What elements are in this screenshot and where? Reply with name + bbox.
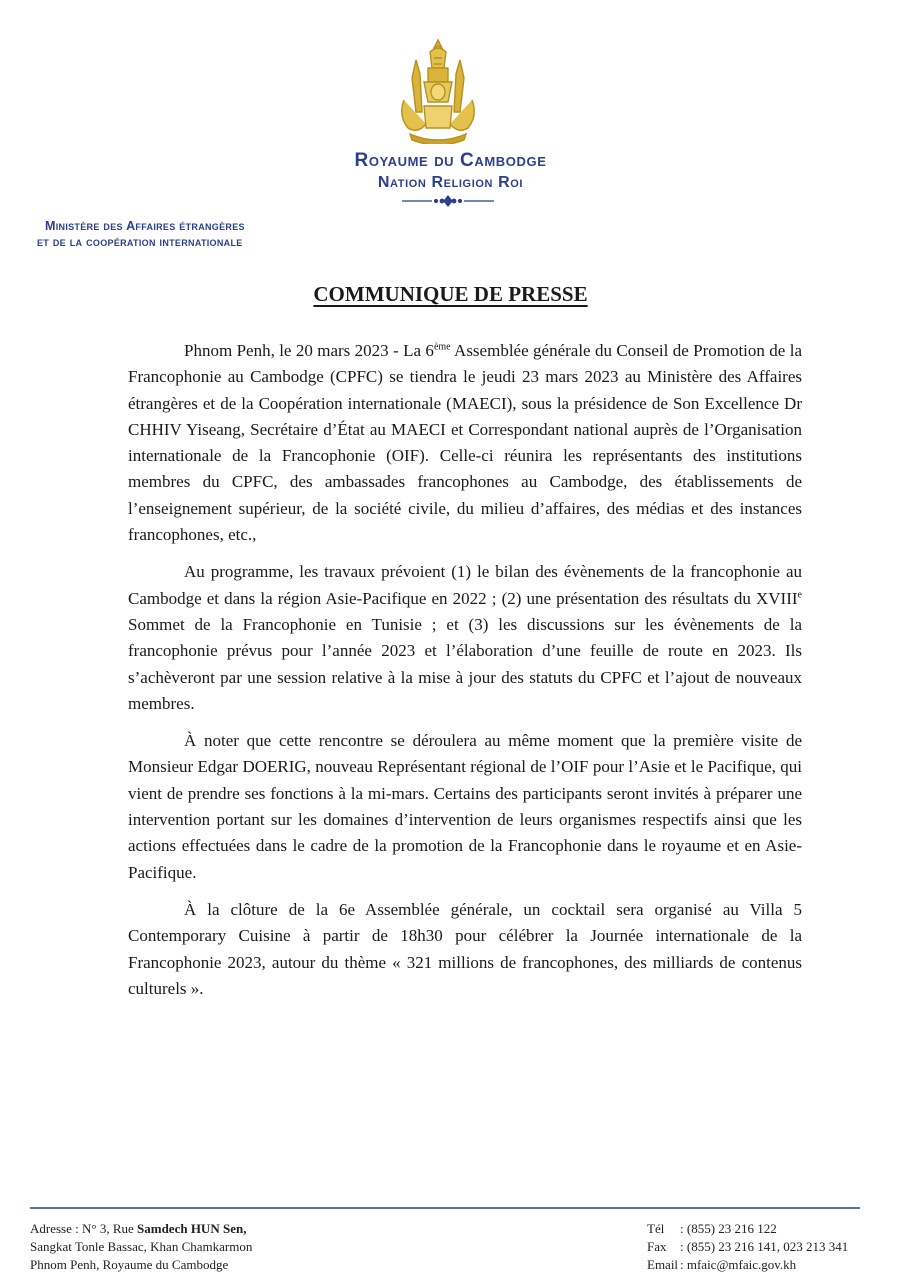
document-title: COMMUNIQUE DE PRESSE [313,282,588,306]
address-line-3: Phnom Penh, Royaume du Cambodge [30,1257,229,1272]
paragraph-2 [128,559,802,717]
footer-divider [30,1207,860,1209]
paragraph-1-text-a: Phnom Penh, le 20 mars 2023 - La 6 [184,341,434,360]
ornament-divider-icon [402,195,494,207]
royal-emblem-icon [390,38,486,144]
ministry-name-line1: Ministère des Affaires étrangères [45,219,245,233]
address-line-2: Sangkat Tonle Bassac, Khan Chamkarmon [30,1239,253,1254]
address-street: Samdech HUN Sen, [137,1221,247,1236]
email-value: : mfaic@mfaic.gov.kh [680,1257,797,1272]
tel-label: Tél [647,1221,665,1236]
paragraph-1 [128,338,802,548]
tel-value: : (855) 23 216 122 [680,1221,777,1236]
press-release-body [128,338,802,1013]
contact-email [647,1256,848,1274]
paragraph-2-text-a: Au programme, les travaux prévoient (1) le bilan des évènements de la francophonie au Cambodge et dans la région Asie-Pacifique en 2022 ; (2) une présentation des résultats du XVIII [128,562,802,608]
address-prefix: Adresse : N° 3, Rue [30,1221,138,1236]
footer-contact [647,1220,848,1274]
email-label: Email [647,1257,679,1272]
fax-label: Fax [647,1239,667,1254]
paragraph-3: À noter que cette rencontre se déroulera au même moment que la première visite de Monsieur Edgar DOERIG, nouveau Représentant régional de l’OIF pour l’Asie et le Pacifique, qui vient de prendre ses fonctions à la mi-mars. Certains des participants seront invités à préparer une intervention portant sur les domaines d’intervention de leurs organismes respectifs ainsi que les actions effectuées dans le cadre de la promotion de la Francophonie dans le royaume et en Asie-Pacifique. [128,731,802,882]
kingdom-heading: Royaume du Cambodge [354,150,547,171]
paragraph-2-superscript: e [797,589,802,601]
paragraph-1-superscript: ème [433,341,451,353]
fax-value: : (855) 23 216 141, 023 213 341 [680,1239,849,1254]
paragraph-2-text-b: Sommet de la Francophonie en Tunisie ; et (3) les discussions sur les évènements de la francophonie prévus pour l’année 2023 et l’élaboration d’une feuille de route en 2023. Ils s’achèveront par une session relative à la mise à jour des statuts du CPFC et l’ajout de nouveaux membres. [128,614,802,713]
paragraph-4: À la clôture de la 6e Assemblée générale, un cocktail sera organisé au Villa 5 Contemporary Cuisine à partir de 18h30 pour célébrer la Journée internationale de la Francophonie 2023, autour du thème « 321 millions de francophones, des milliards de contenus culturels ». [128,899,802,998]
contact-tel [647,1220,848,1238]
footer-address [30,1220,252,1274]
ministry-name-line2: et de la coopération internationale [37,235,243,249]
motto-heading: Nation Religion Roi [377,174,524,191]
paragraph-1-text-b: Assemblée générale du Conseil de Promotion de la Francophonie au Cambodge (CPFC) se tiendra le jeudi 23 mars 2023 au Ministère des Affaires étrangères et de la Coopération internationale (MAECI), sous la présidence de Son Excellence Dr CHHIV Yiseang, Secrétaire d’État au MAECI et Correspondant national auprès de l’Organisation internationale de la Francophonie (OIF). Celle-ci réunira les représentants des institutions membres du CPFC, des ambassades francophones au Cambodge, des établissements de l’enseignement supérieur, de la société civile, du milieu d’affaires, des médias et des instances francophones, etc., [128,341,802,545]
contact-fax [647,1238,848,1256]
address-line-1 [30,1220,252,1238]
